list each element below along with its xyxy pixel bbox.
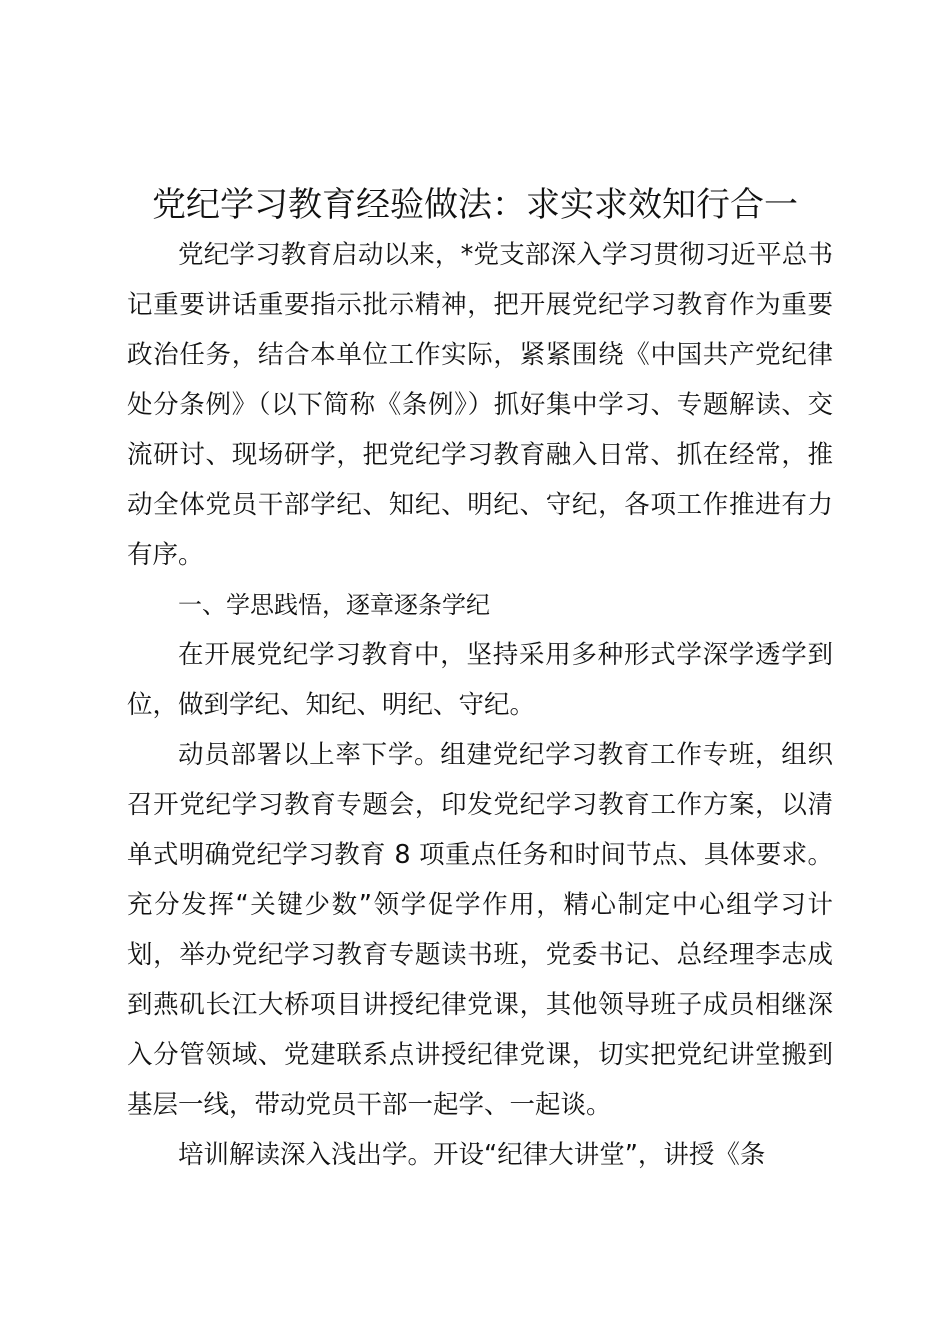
training-paragraph: 培训解读深入浅出学。开设“纪律大讲堂”，讲授《条: [178, 1140, 766, 1170]
document-body: [127, 230, 833, 1180]
intro-paragraph: 党纪学习教育启动以来，*党支部深入学习贯彻习近平总书记重要讲话重要指示批示精神，把开展党纪学习教育作为重要政治任务，结合本单位工作实际，紧紧围绕《中国共产党纪律处分条例》（以下简称《条例》）抓好集中学习、专题解读、交流研讨、现场研学，把党纪学习教育融入日常、抓在经常，推动全体党员干部学纪、知纪、明纪、守纪，各项工作推进有力有序。: [127, 240, 833, 570]
section-intro-paragraph: 在开展党纪学习教育中，坚持采用多种形式学深学透学到位，做到学纪、知纪、明纪、守纪。: [127, 640, 833, 720]
mobilization-paragraph: 动员部署以上率下学。组建党纪学习教育工作专班，组织召开党纪学习教育专题会，印发党纪学习教育工作方案，以清单式明确党纪学习教育 8 项重点任务和时间节点、具体要求。充分发挥“关键少数”领学促学作用，精心制定中心组学习计划，举办党纪学习教育专题读书班，党委书记、总经理李志成到燕矶长江大桥项目讲授纪律党课，其他领导班子成员相继深入分管领域、党建联系点讲授纪律党课，切实把党纪讲堂搬到基层一线，带动党员干部一起学、一起谈。: [127, 740, 833, 1120]
section-heading: 一、学思践悟，逐章逐条学纪: [178, 591, 490, 619]
document-title: 党纪学习教育经验做法：求实求效知行合一: [152, 185, 798, 225]
